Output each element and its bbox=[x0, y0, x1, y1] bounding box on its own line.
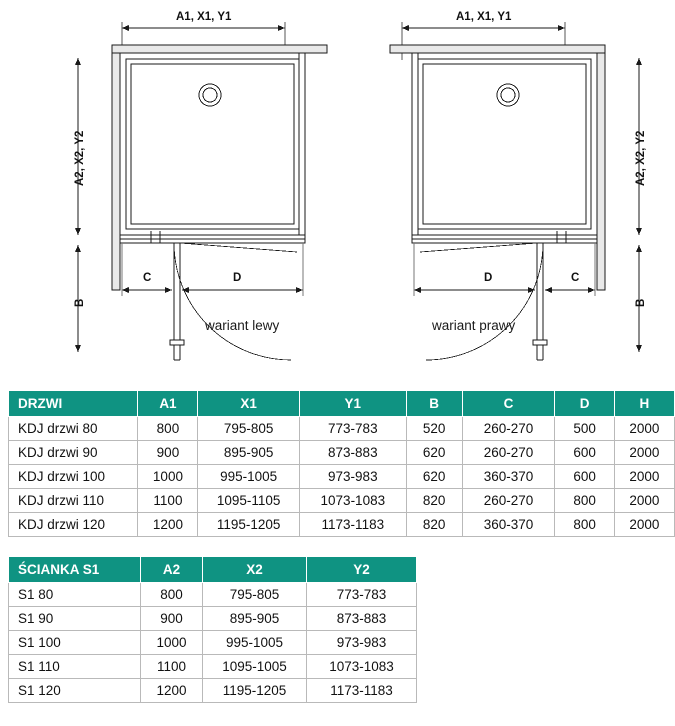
table-row bbox=[9, 417, 675, 441]
doors-header-6: D bbox=[555, 391, 614, 417]
right-d-dimension-label: D bbox=[484, 272, 493, 284]
doors-cell-2-1: 1000 bbox=[138, 465, 198, 489]
doors-cell-3-2: 1095-1105 bbox=[198, 489, 299, 513]
doors-cell-3-5: 260-270 bbox=[462, 489, 555, 513]
wall-cell-2-2: 995-1005 bbox=[203, 631, 307, 655]
wall-table-wrapper bbox=[8, 556, 417, 703]
left-top-dimension-label: A1, X1, Y1 bbox=[176, 11, 232, 23]
doors-table bbox=[8, 390, 675, 537]
doors-cell-4-6: 800 bbox=[555, 513, 614, 537]
doors-header-5: C bbox=[462, 391, 555, 417]
wall-cell-1-0: S1 90 bbox=[9, 607, 141, 631]
doors-cell-4-7: 2000 bbox=[614, 513, 674, 537]
wall-cell-3-2: 1095-1005 bbox=[203, 655, 307, 679]
wall-header-1: A2 bbox=[141, 557, 203, 583]
doors-cell-1-0: KDJ drzwi 90 bbox=[9, 441, 138, 465]
doors-cell-0-2: 795-805 bbox=[198, 417, 299, 441]
doors-cell-3-0: KDJ drzwi 110 bbox=[9, 489, 138, 513]
wall-header-2: X2 bbox=[203, 557, 307, 583]
wall-cell-2-1: 1000 bbox=[141, 631, 203, 655]
doors-cell-4-5: 360-370 bbox=[462, 513, 555, 537]
doors-cell-0-1: 800 bbox=[138, 417, 198, 441]
right-c-dimension-label: C bbox=[571, 272, 580, 284]
doors-cell-0-3: 773-783 bbox=[299, 417, 406, 441]
right-side-dimension-label: A2, X2, Y2 bbox=[635, 130, 647, 186]
doors-cell-2-2: 995-1005 bbox=[198, 465, 299, 489]
doors-cell-2-4: 620 bbox=[406, 465, 462, 489]
doors-cell-1-5: 260-270 bbox=[462, 441, 555, 465]
wall-cell-2-0: S1 100 bbox=[9, 631, 141, 655]
doors-header-4: B bbox=[406, 391, 462, 417]
left-door-leaf bbox=[170, 243, 184, 360]
right-b-dimension-label: B bbox=[635, 298, 647, 307]
doors-cell-1-2: 895-905 bbox=[198, 441, 299, 465]
wall-cell-0-0: S1 80 bbox=[9, 583, 141, 607]
table-row bbox=[9, 513, 675, 537]
left-side-dimension-label: A2, X2, Y2 bbox=[74, 130, 86, 186]
doors-cell-1-6: 600 bbox=[555, 441, 614, 465]
doors-cell-2-0: KDJ drzwi 100 bbox=[9, 465, 138, 489]
table-row bbox=[9, 631, 417, 655]
doors-cell-0-4: 520 bbox=[406, 417, 462, 441]
table-row bbox=[9, 583, 417, 607]
doors-header-1: A1 bbox=[138, 391, 198, 417]
doors-cell-2-7: 2000 bbox=[614, 465, 674, 489]
doors-cell-0-5: 260-270 bbox=[462, 417, 555, 441]
wall-cell-4-2: 1195-1205 bbox=[203, 679, 307, 703]
left-bottom-dimension bbox=[122, 243, 303, 296]
doors-cell-4-2: 1195-1205 bbox=[198, 513, 299, 537]
wall-table bbox=[8, 556, 417, 703]
wall-cell-4-0: S1 120 bbox=[9, 679, 141, 703]
wall-cell-3-0: S1 110 bbox=[9, 655, 141, 679]
right-top-dimension-label: A1, X1, Y1 bbox=[456, 11, 512, 23]
doors-header-7: H bbox=[614, 391, 674, 417]
right-bottom-dimension bbox=[414, 243, 595, 296]
doors-cell-4-4: 820 bbox=[406, 513, 462, 537]
doors-cell-3-1: 1100 bbox=[138, 489, 198, 513]
doors-cell-2-3: 973-983 bbox=[299, 465, 406, 489]
wall-cell-3-3: 1073-1083 bbox=[307, 655, 417, 679]
wall-header-0: ŚCIANKA S1 bbox=[9, 557, 141, 583]
wall-cell-3-1: 1100 bbox=[141, 655, 203, 679]
table-row bbox=[9, 679, 417, 703]
doors-cell-0-6: 500 bbox=[555, 417, 614, 441]
doors-cell-0-0: KDJ drzwi 80 bbox=[9, 417, 138, 441]
left-d-dimension-label: D bbox=[233, 272, 242, 284]
table-row bbox=[9, 441, 675, 465]
doors-cell-3-4: 820 bbox=[406, 489, 462, 513]
doors-cell-2-6: 600 bbox=[555, 465, 614, 489]
doors-cell-3-3: 1073-1083 bbox=[299, 489, 406, 513]
wall-cell-4-3: 1173-1183 bbox=[307, 679, 417, 703]
wall-cell-2-3: 973-983 bbox=[307, 631, 417, 655]
doors-cell-2-5: 360-370 bbox=[462, 465, 555, 489]
wall-cell-1-3: 873-883 bbox=[307, 607, 417, 631]
table-row bbox=[9, 655, 417, 679]
doors-cell-1-4: 620 bbox=[406, 441, 462, 465]
wall-cell-4-1: 1200 bbox=[141, 679, 203, 703]
doors-cell-1-7: 2000 bbox=[614, 441, 674, 465]
doors-header-0: DRZWI bbox=[9, 391, 138, 417]
doors-cell-1-3: 873-883 bbox=[299, 441, 406, 465]
wall-cell-1-1: 900 bbox=[141, 607, 203, 631]
doors-cell-3-6: 800 bbox=[555, 489, 614, 513]
doors-table-wrapper bbox=[8, 390, 675, 537]
table-row bbox=[9, 465, 675, 489]
doors-cell-4-1: 1200 bbox=[138, 513, 198, 537]
doors-header-3: Y1 bbox=[299, 391, 406, 417]
left-b-dimension-label: B bbox=[74, 298, 86, 307]
right-door-leaf bbox=[533, 243, 547, 360]
wall-cell-0-3: 773-783 bbox=[307, 583, 417, 607]
wall-table-header-row bbox=[9, 557, 417, 583]
doors-cell-0-7: 2000 bbox=[614, 417, 674, 441]
doors-cell-1-1: 900 bbox=[138, 441, 198, 465]
right-variant-caption: wariant prawy bbox=[432, 318, 516, 333]
doors-cell-3-7: 2000 bbox=[614, 489, 674, 513]
left-variant-caption: wariant lewy bbox=[205, 318, 280, 333]
table-row bbox=[9, 489, 675, 513]
doors-table-header-row bbox=[9, 391, 675, 417]
doors-cell-4-0: KDJ drzwi 120 bbox=[9, 513, 138, 537]
wall-header-3: Y2 bbox=[307, 557, 417, 583]
wall-cell-0-1: 800 bbox=[141, 583, 203, 607]
wall-cell-1-2: 895-905 bbox=[203, 607, 307, 631]
doors-header-2: X1 bbox=[198, 391, 299, 417]
table-row bbox=[9, 607, 417, 631]
left-c-dimension-label: C bbox=[143, 272, 152, 284]
doors-cell-4-3: 1173-1183 bbox=[299, 513, 406, 537]
wall-cell-0-2: 795-805 bbox=[203, 583, 307, 607]
